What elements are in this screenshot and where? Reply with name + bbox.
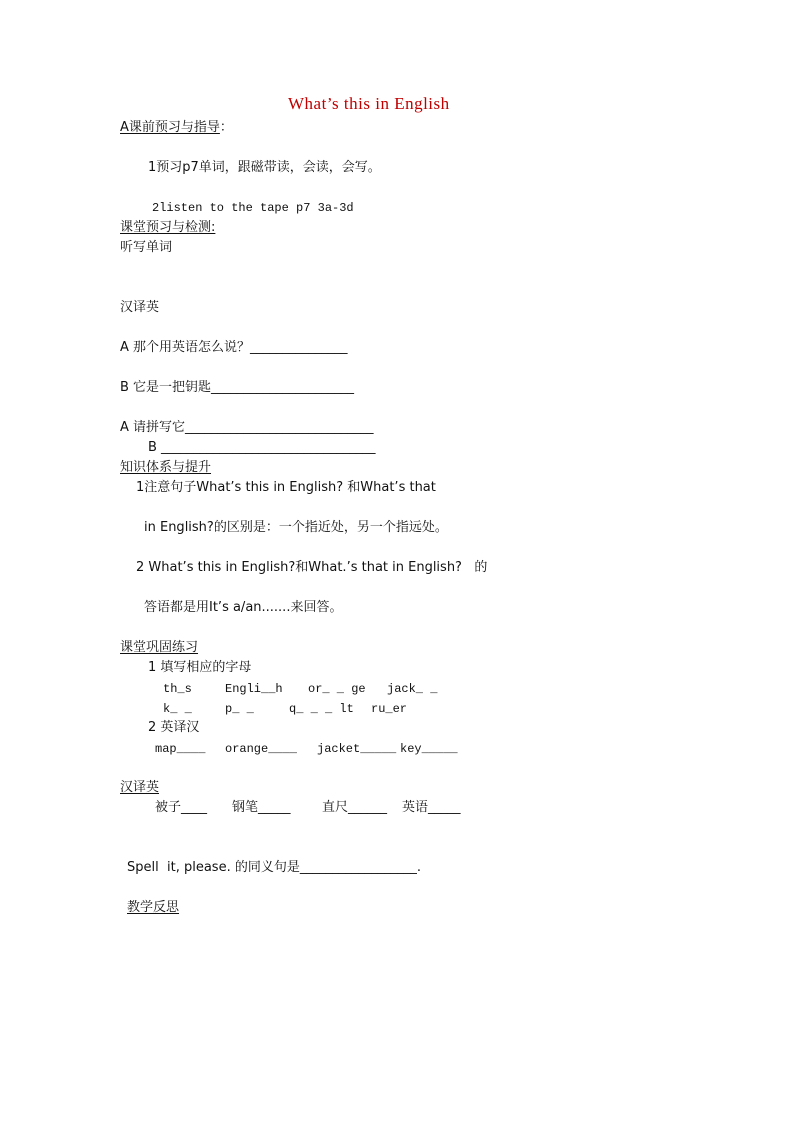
translate-question-2: B 它是一把钥匙______________________ bbox=[120, 380, 355, 395]
translate-word: 钢笔_____ bbox=[232, 800, 291, 815]
exercise-1-item: or_ _ ge bbox=[308, 682, 366, 696]
page-title: What’s this in English bbox=[288, 94, 450, 113]
exercise-1-item: k_ _ bbox=[163, 702, 192, 716]
exercise-1-label: 1 填写相应的字母 bbox=[148, 660, 252, 675]
exercise-1-item: q_ _ _ lt bbox=[289, 702, 354, 716]
section-knowledge-heading: 知识体系与提升 bbox=[120, 460, 212, 475]
synonym-sentence-blank: __________________. bbox=[299, 860, 421, 875]
knowledge-point-1b: in English?的区别是：一个指近处，另一个指远处。 bbox=[144, 520, 448, 535]
section-practice-heading: 课堂巩固练习 bbox=[120, 640, 199, 655]
exercise-2-item: map____ bbox=[155, 742, 206, 756]
exercise-1-item: Engli__h bbox=[225, 682, 283, 696]
section-preview-heading-text: A课前预习与指导 bbox=[120, 120, 220, 135]
synonym-sentence-text: Spell it, please. 的同义句是 bbox=[127, 860, 300, 875]
translate-question-1: A 那个用英语怎么说？_______________ bbox=[120, 340, 348, 355]
translate-word: 直尺______ bbox=[322, 800, 388, 815]
exercise-2-label: 2 英译汉 bbox=[148, 720, 200, 735]
exercise-1-item: jack_ _ bbox=[387, 682, 438, 696]
preview-item-1: 1预习p7单词，跟磁带读，会读，会写。 bbox=[148, 160, 381, 175]
section-check-heading: 课堂预习与检测: bbox=[120, 220, 216, 235]
knowledge-point-1a: 1注意句子What’s this in English? 和What’s that bbox=[136, 480, 436, 495]
exercise-1-item: th_s bbox=[163, 682, 192, 696]
translate-heading: 汉译英 bbox=[120, 300, 160, 315]
knowledge-point-2b: 答语都是用It’s a/an.......来回答。 bbox=[144, 600, 343, 615]
translate-word: 英语_____ bbox=[402, 800, 461, 815]
translate-word: 被子____ bbox=[155, 800, 208, 815]
dictation-label: 听写单词 bbox=[120, 240, 173, 255]
preview-item-2: 2listen to the tape p7 3a-3d bbox=[152, 201, 354, 215]
exercise-1-item: p_ _ bbox=[225, 702, 254, 716]
synonym-sentence bbox=[127, 860, 421, 876]
knowledge-point-2a: 2 What’s this in English?和What.’s that in English? 的 bbox=[136, 560, 488, 575]
exercise-1-item: ru_er bbox=[371, 702, 408, 716]
section-reflection-heading: 教学反思 bbox=[127, 900, 180, 915]
translate-question-4: B _________________________________ bbox=[148, 440, 376, 455]
section-preview-heading bbox=[120, 120, 233, 136]
section-preview-heading-colon: ： bbox=[219, 120, 233, 135]
translate-question-3: A 请拼写它_____________________________ bbox=[120, 420, 374, 435]
exercise-2-item: key_____ bbox=[400, 742, 458, 756]
exercise-2-item: jacket_____ bbox=[317, 742, 397, 756]
section-translate-heading: 汉译英 bbox=[120, 780, 160, 795]
exercise-2-item: orange____ bbox=[225, 742, 298, 756]
